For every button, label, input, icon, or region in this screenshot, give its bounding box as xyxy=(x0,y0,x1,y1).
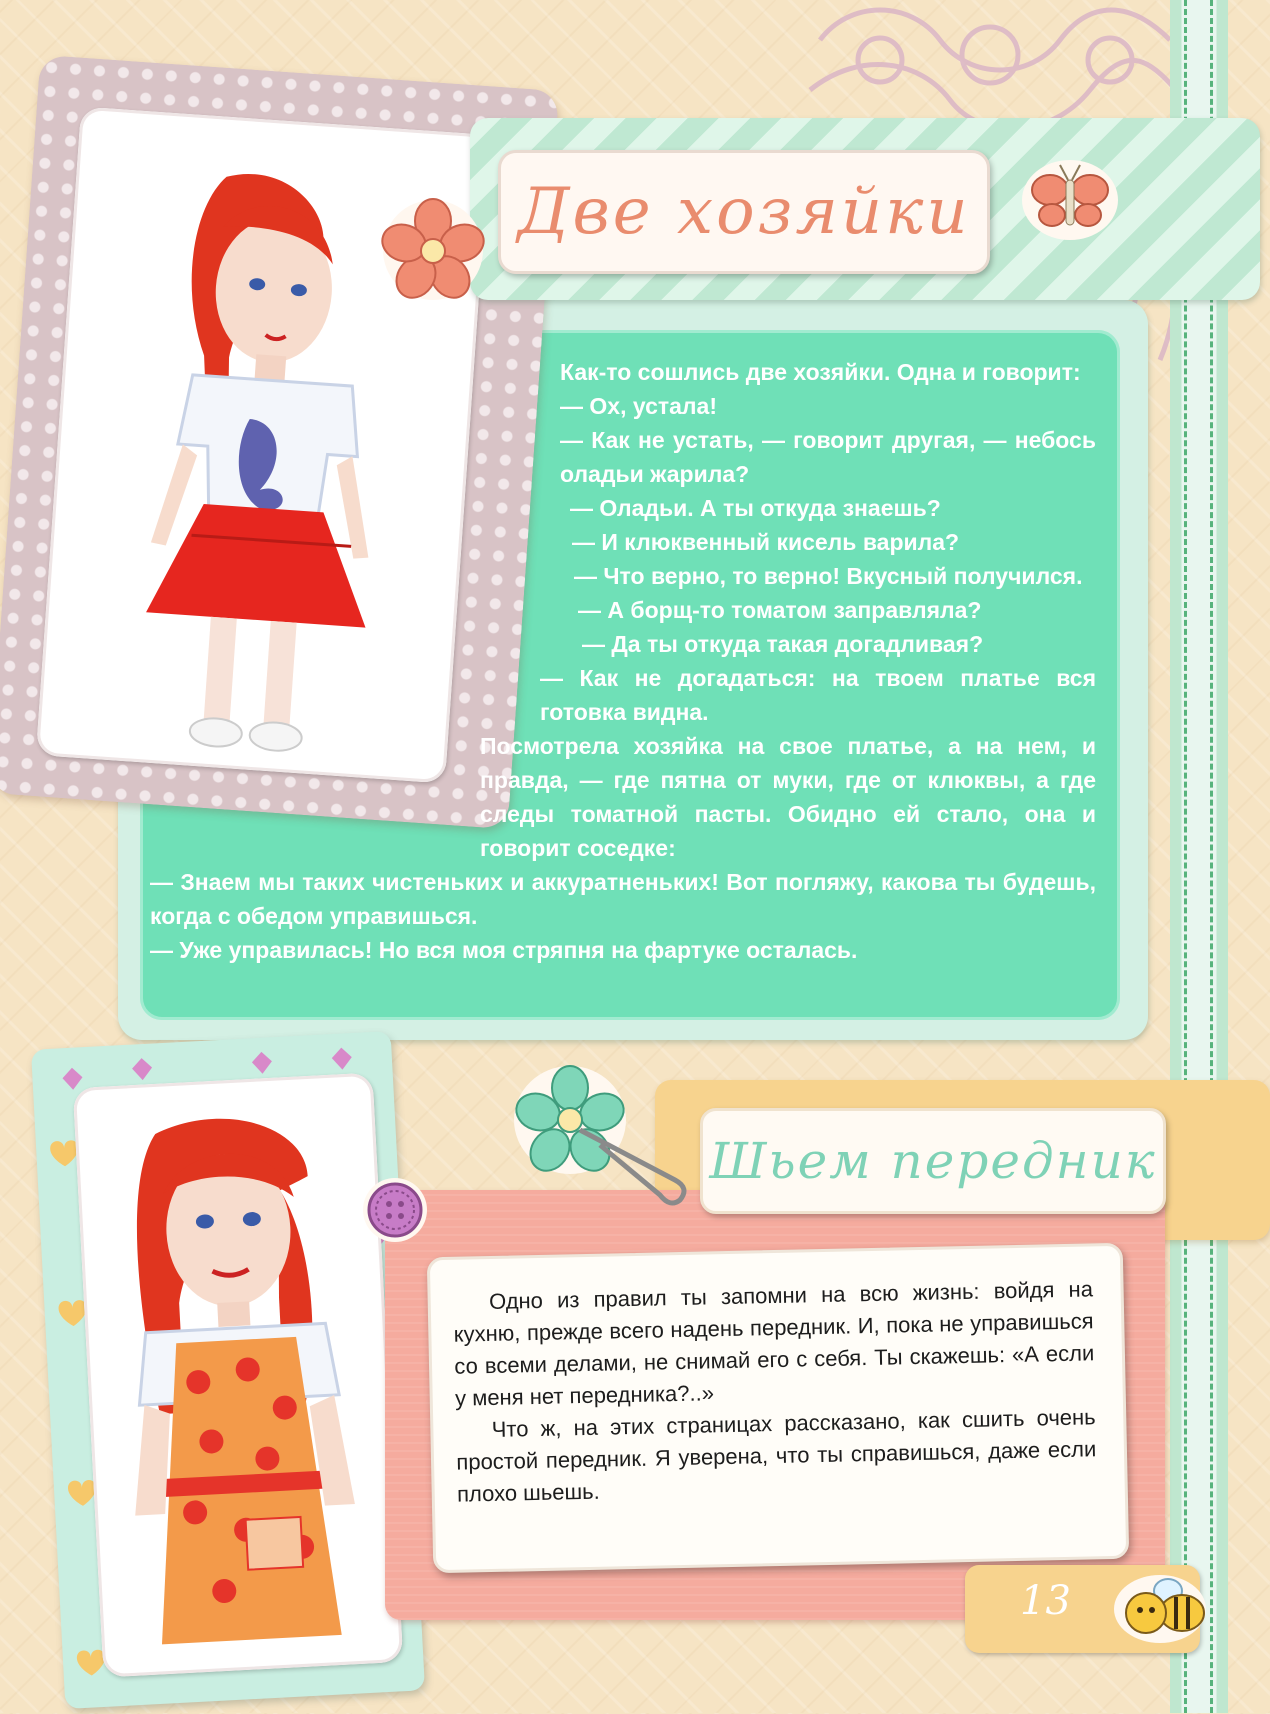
bee-icon xyxy=(1110,1565,1210,1645)
section-title-sewing-apron: Шьем передник xyxy=(709,1132,1157,1190)
intro-paragraph: Одно из правил ты запомни на всю жизнь: войдя на кухню, прежде всего надень передник. И, пока не управишься со всеми делами, не снимай его с себя. Ты скажешь: «А если у меня нет передника?..» xyxy=(453,1276,1095,1411)
story-line: — Уже управилась! Но вся моя стряпня на фартуке осталась. xyxy=(150,937,858,963)
story-line: — Ох, устала! xyxy=(560,393,717,419)
title-card-top xyxy=(498,150,990,274)
intro-text xyxy=(453,1273,1098,1510)
story-line: — Да ты откуда такая догадливая? xyxy=(582,631,984,657)
flower-icon xyxy=(378,195,488,305)
story-line: — Оладьи. А ты откуда знаешь? xyxy=(570,495,941,521)
story-line: — А борщ-то томатом заправляла? xyxy=(578,597,982,623)
story-line: — И клюквенный кисель варила? xyxy=(572,529,960,555)
story-line: Как-то сошлись две хозяйки. Одна и говорит: xyxy=(560,359,1081,385)
story-line: Посмотрела хозяйка на свое платье, а на нем, и правда, — где пятна от муки, где от клюквы, а где следы томатной пасты. Обидно ей стало, она и говорит соседке: xyxy=(480,733,1096,861)
butterfly-icon xyxy=(1020,155,1120,245)
page-number: 13 xyxy=(1020,1578,1071,1624)
intro-paragraph: Что ж, на этих страницах рассказано, как сшить очень простой передник. Я уверена, что ты справишься, даже если плохо шьешь. xyxy=(456,1404,1097,1507)
story-line: — Что верно, то верно! Вкусный получился. xyxy=(574,563,1083,589)
title-card-bottom xyxy=(700,1108,1166,1214)
story-line: — Знаем мы таких чистеньких и аккуратненьких! Вот погляжу, какова ты будешь, когда с обедом управишься. xyxy=(150,869,1096,929)
safety-pin-icon xyxy=(510,1060,700,1210)
story-line: — Как не догадаться: на твоем платье вся готовка видна. xyxy=(540,665,1096,725)
button-icon xyxy=(360,1175,430,1245)
story-line: — Как не устать, — говорит другая, — небось оладьи жарила? xyxy=(560,427,1096,487)
story-text xyxy=(150,355,1096,967)
section-title-two-housewives: Две хозяйки xyxy=(517,175,971,249)
girl-illustration-bottom xyxy=(73,1073,403,1678)
